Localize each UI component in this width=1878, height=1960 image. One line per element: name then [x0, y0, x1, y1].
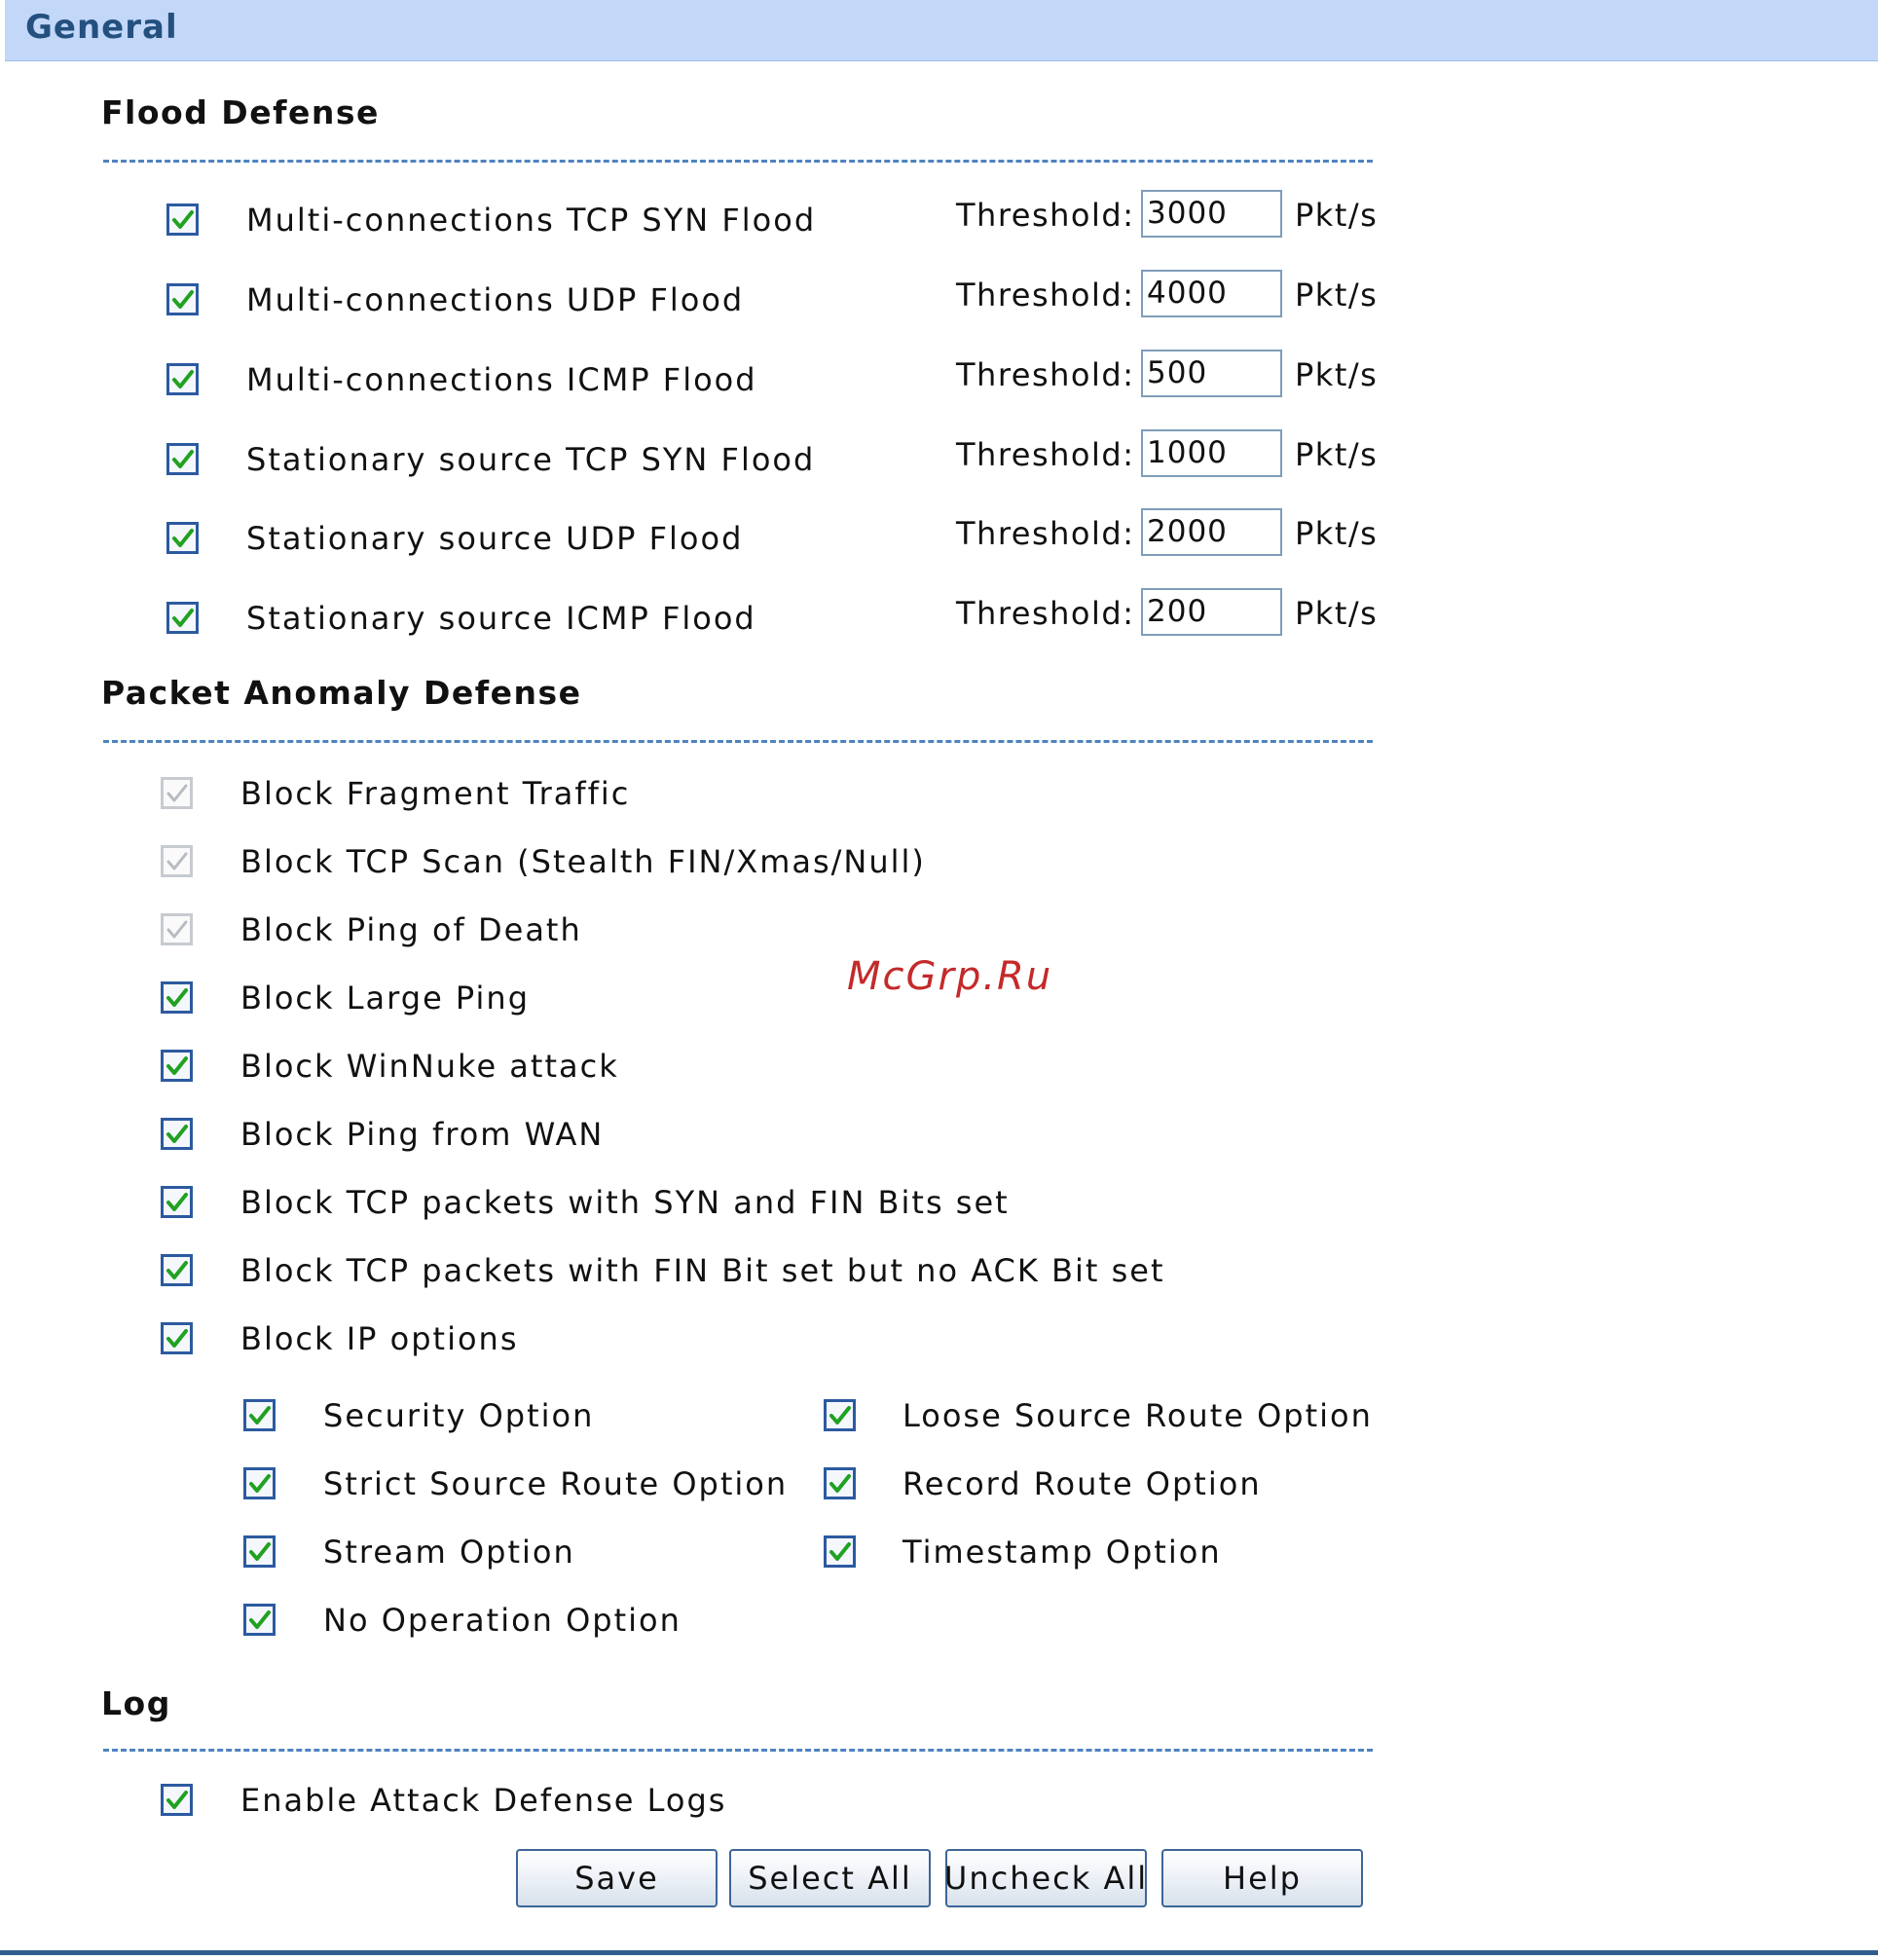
- stationary-udp-flood-label: Stationary source UDP Flood: [246, 520, 744, 557]
- check-icon: [170, 367, 196, 392]
- security-option-checkbox[interactable]: [243, 1399, 276, 1431]
- block-ping-of-death-checkbox: [161, 913, 193, 945]
- check-icon: [247, 1471, 273, 1497]
- stream-option-checkbox[interactable]: [243, 1535, 276, 1568]
- stationary-tcp-syn-flood-label: Stationary source TCP SYN Flood: [246, 441, 816, 478]
- tcp-syn-flood-unit: Pkt/s: [1295, 197, 1379, 234]
- check-icon: [170, 207, 196, 233]
- block-ip-options-checkbox[interactable]: [161, 1322, 193, 1354]
- select-all-button[interactable]: Select All: [729, 1849, 931, 1907]
- udp-flood-checkbox[interactable]: [166, 283, 199, 315]
- udp-flood-threshold-input[interactable]: 4000: [1141, 270, 1282, 317]
- stationary-udp-flood-unit: Pkt/s: [1295, 515, 1379, 552]
- save-button[interactable]: Save: [516, 1849, 718, 1907]
- no-operation-option-checkbox[interactable]: [243, 1604, 276, 1636]
- check-icon: [170, 606, 196, 631]
- block-fin-no-ack-checkbox[interactable]: [161, 1254, 193, 1286]
- check-icon: [828, 1471, 853, 1497]
- icmp-flood-unit: Pkt/s: [1295, 356, 1379, 393]
- no-operation-option-label: No Operation Option: [323, 1602, 681, 1639]
- packet-anomaly-defense-title: Packet Anomaly Defense: [101, 674, 582, 712]
- check-icon: [828, 1403, 853, 1428]
- block-syn-fin-checkbox[interactable]: [161, 1186, 193, 1218]
- page-title: General: [25, 8, 178, 47]
- help-button[interactable]: Help: [1161, 1849, 1363, 1907]
- block-winnuke-checkbox[interactable]: [161, 1050, 193, 1082]
- stationary-icmp-flood-label: Stationary source ICMP Flood: [246, 600, 756, 637]
- enable-attack-defense-logs-checkbox[interactable]: [161, 1784, 193, 1816]
- check-icon: [165, 781, 190, 806]
- loose-source-route-option-label: Loose Source Route Option: [902, 1397, 1373, 1434]
- check-icon: [165, 1190, 190, 1215]
- check-icon: [170, 526, 196, 551]
- icmp-flood-checkbox[interactable]: [166, 363, 199, 395]
- block-ip-options-label: Block IP options: [240, 1320, 519, 1357]
- log-divider: [103, 1749, 1373, 1752]
- strict-source-route-option-checkbox[interactable]: [243, 1467, 276, 1499]
- block-large-ping-label: Block Large Ping: [240, 980, 530, 1017]
- timestamp-option-label: Timestamp Option: [902, 1534, 1222, 1571]
- check-icon: [170, 447, 196, 472]
- check-icon: [165, 1326, 190, 1351]
- stationary-tcp-syn-flood-checkbox[interactable]: [166, 443, 199, 475]
- log-title: Log: [101, 1684, 171, 1722]
- udp-flood-unit: Pkt/s: [1295, 277, 1379, 314]
- packet-anomaly-divider: [103, 740, 1373, 743]
- check-icon: [165, 849, 190, 874]
- check-icon: [828, 1539, 853, 1565]
- uncheck-all-button[interactable]: Uncheck All: [945, 1849, 1147, 1907]
- check-icon: [247, 1608, 273, 1633]
- loose-source-route-option-checkbox[interactable]: [824, 1399, 856, 1431]
- block-fragment-traffic-label: Block Fragment Traffic: [240, 775, 631, 812]
- security-option-label: Security Option: [323, 1397, 595, 1434]
- stationary-icmp-flood-checkbox[interactable]: [166, 602, 199, 634]
- block-large-ping-checkbox[interactable]: [161, 981, 193, 1014]
- check-icon: [170, 287, 196, 313]
- block-ping-of-death-label: Block Ping of Death: [240, 911, 582, 948]
- stationary-tcp-syn-flood-threshold-label: Threshold:: [956, 436, 1135, 473]
- stationary-udp-flood-threshold-input[interactable]: 2000: [1141, 508, 1282, 556]
- block-fragment-traffic-checkbox: [161, 777, 193, 809]
- tcp-syn-flood-threshold-input[interactable]: 3000: [1141, 190, 1282, 238]
- check-icon: [165, 985, 190, 1011]
- record-route-option-checkbox[interactable]: [824, 1467, 856, 1499]
- footer-divider: [0, 1950, 1878, 1955]
- block-winnuke-label: Block WinNuke attack: [240, 1048, 619, 1085]
- check-icon: [165, 1054, 190, 1079]
- stationary-udp-flood-checkbox[interactable]: [166, 522, 199, 554]
- timestamp-option-checkbox[interactable]: [824, 1535, 856, 1568]
- stationary-udp-flood-threshold-label: Threshold:: [956, 515, 1135, 552]
- strict-source-route-option-label: Strict Source Route Option: [323, 1465, 789, 1502]
- check-icon: [247, 1539, 273, 1565]
- stationary-tcp-syn-flood-unit: Pkt/s: [1295, 436, 1379, 473]
- block-tcp-scan-checkbox: [161, 845, 193, 877]
- record-route-option-label: Record Route Option: [902, 1465, 1262, 1502]
- flood-defense-divider: [103, 160, 1373, 163]
- stationary-icmp-flood-threshold-input[interactable]: 200: [1141, 588, 1282, 636]
- udp-flood-threshold-label: Threshold:: [956, 277, 1135, 314]
- flood-defense-title: Flood Defense: [101, 93, 380, 131]
- watermark-text: McGrp.Ru: [847, 954, 1053, 999]
- stationary-icmp-flood-unit: Pkt/s: [1295, 595, 1379, 632]
- check-icon: [165, 1122, 190, 1147]
- check-icon: [247, 1403, 273, 1428]
- check-icon: [165, 1788, 190, 1813]
- enable-attack-defense-logs-label: Enable Attack Defense Logs: [240, 1782, 727, 1819]
- icmp-flood-threshold-label: Threshold:: [956, 356, 1135, 393]
- udp-flood-label: Multi-connections UDP Flood: [246, 281, 745, 318]
- block-tcp-scan-label: Block TCP Scan (Stealth FIN/Xmas/Null): [240, 843, 926, 880]
- block-fin-no-ack-label: Block TCP packets with FIN Bit set but no ACK Bit set: [240, 1252, 1165, 1289]
- page-header: [5, 0, 1878, 61]
- block-syn-fin-label: Block TCP packets with SYN and FIN Bits set: [240, 1184, 1010, 1221]
- tcp-syn-flood-checkbox[interactable]: [166, 203, 199, 236]
- icmp-flood-label: Multi-connections ICMP Flood: [246, 361, 757, 398]
- tcp-syn-flood-label: Multi-connections TCP SYN Flood: [246, 202, 817, 239]
- stationary-tcp-syn-flood-threshold-input[interactable]: 1000: [1141, 429, 1282, 477]
- stationary-icmp-flood-threshold-label: Threshold:: [956, 595, 1135, 632]
- tcp-syn-flood-threshold-label: Threshold:: [956, 197, 1135, 234]
- block-ping-from-wan-checkbox[interactable]: [161, 1118, 193, 1150]
- stream-option-label: Stream Option: [323, 1534, 575, 1571]
- check-icon: [165, 1258, 190, 1283]
- icmp-flood-threshold-input[interactable]: 500: [1141, 350, 1282, 397]
- check-icon: [165, 917, 190, 943]
- block-ping-from-wan-label: Block Ping from WAN: [240, 1116, 605, 1153]
